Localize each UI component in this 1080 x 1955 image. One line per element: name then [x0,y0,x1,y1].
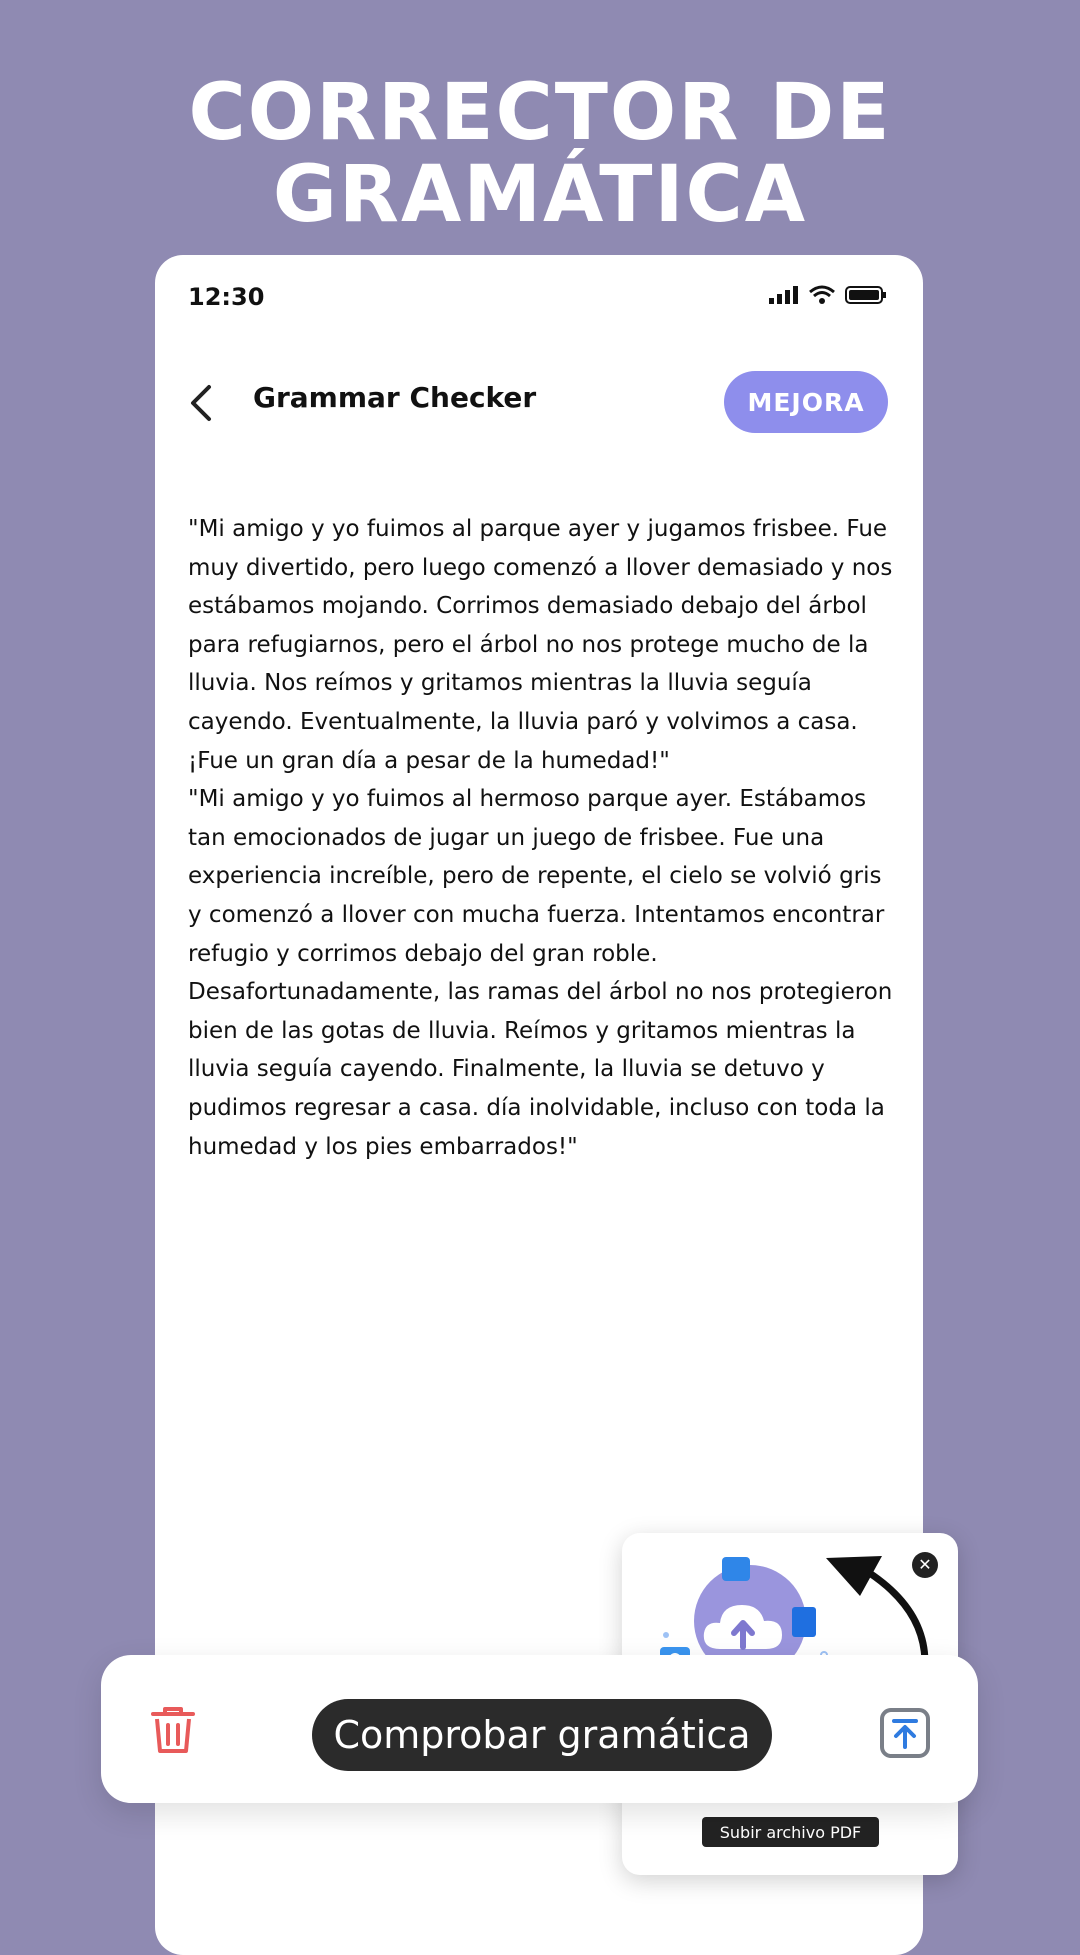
text-editor[interactable] [188,510,900,1166]
essay-paragraph-2: "Mi amigo y yo fuimos al hermoso parque ayer. Estábamos tan emocionados de jugar un juego de frisbee. Fue una experiencia increíble, pero de repente, el cielo se volvió gris y comenzó a llover con mucha fuerza. Intentamos encontrar refugio y corrimos debajo del gran roble. Desafortunadamente, las ramas del árbol no nos protegieron bien de las gotas de lluvia. Reímos y gritamos mientras la lluvia seguía cayendo. Finalmente, la lluvia se detuvo y pudimos regresar a casa. día inolvidable, incluso con toda la humedad y los pies embarrados!" [188,786,893,1160]
close-icon[interactable]: ✕ [912,1552,938,1578]
chevron-left-icon[interactable] [185,383,221,423]
status-icons [769,285,887,305]
upload-pdf-button[interactable]: Subir archivo PDF [702,1817,879,1847]
wifi-icon [809,285,835,305]
trash-icon[interactable] [149,1705,197,1755]
headline [0,68,1080,240]
essay-paragraph-1: "Mi amigo y yo fuimos al parque ayer y jugamos frisbee. Fue muy divertido, pero luego comenzó a llover demasiado y nos estábamos mojando. Corrimos demasiado debajo del árbol para refugiarnos, pero el árbol no nos protege mucho de la lluvia. Nos reímos y gritamos mientras la lluvia seguía cayendo. Eventualmente, la lluvia paró y volvimos a casa. ¡Fue un gran día a pesar de la humedad!" [188,516,893,774]
upgrade-button[interactable]: MEJORA [724,371,888,433]
battery-icon [845,285,887,305]
status-time: 12:30 [188,283,265,311]
upload-icon[interactable] [879,1707,931,1759]
headline-line-1: CORRECTOR DE [188,68,892,158]
headline-line-2: GRAMÁTICA [272,150,808,240]
bottom-action-bar [101,1655,978,1803]
check-grammar-button[interactable]: Comprobar gramática [312,1699,772,1771]
page-title: Grammar Checker [253,381,537,414]
signal-icon [769,286,799,304]
